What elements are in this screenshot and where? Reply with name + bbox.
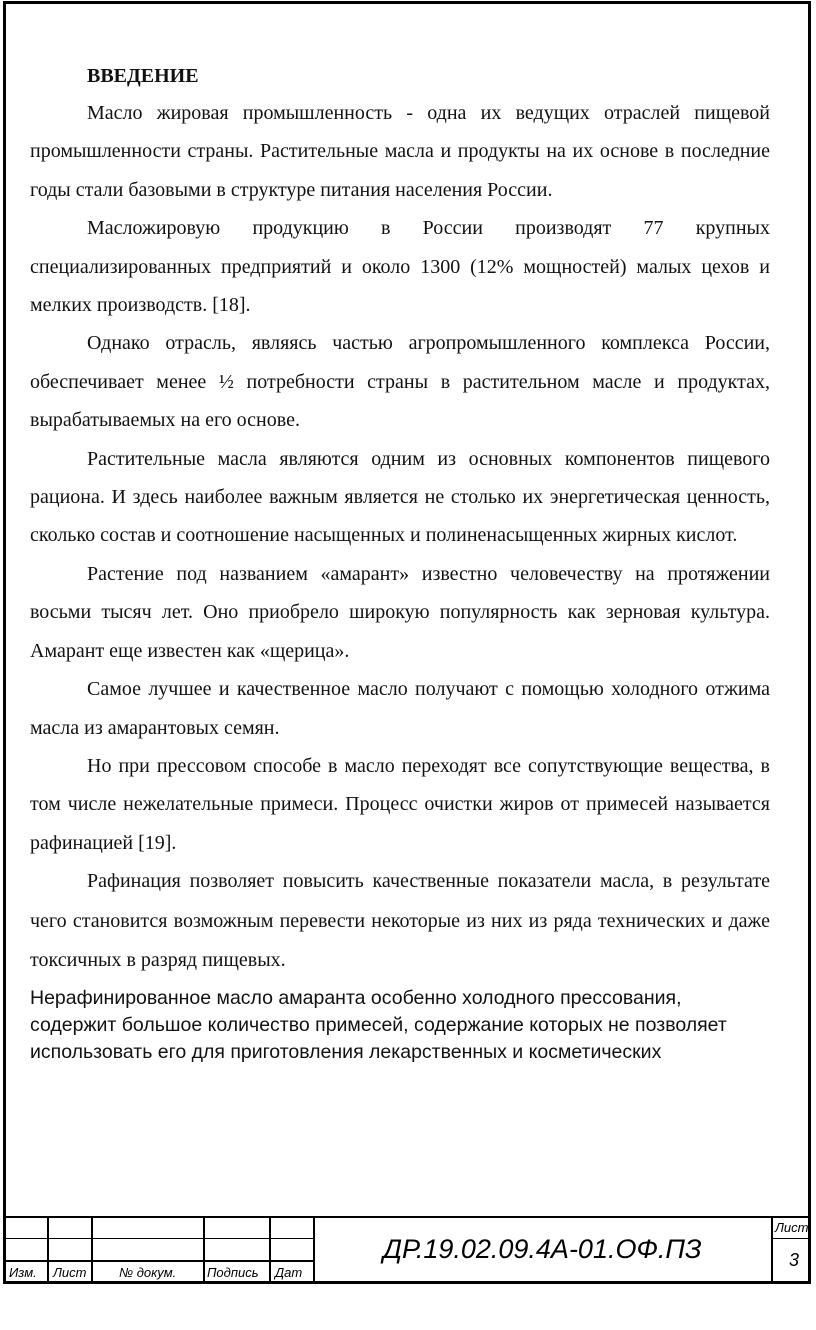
paragraph-2: Масложировую продукцию в России производят 77 крупных специализированных предприятий и около 1300 (12% мощностей) малых цехов и мелких производств. [18].: [30, 217, 770, 317]
sheet-number: 3: [789, 1250, 800, 1270]
paragraph-1: Масло жировая промышленность - одна их ведущих отраслей пищевой промышленности страны. Растительные масла и продукты на их основе в последние годы стали базовыми в структуре питания населения России.: [30, 102, 770, 201]
stamp-col-line: [269, 1216, 271, 1284]
stamp-top-line: [3, 1216, 811, 1218]
document-designation: ДР.19.02.09.4А-01.ОФ.ПЗ: [383, 1234, 702, 1264]
title-block: [3, 1216, 811, 1284]
stamp-col-line: [771, 1216, 773, 1284]
stamp-label-sign: Подпись: [207, 1265, 259, 1280]
stamp-sheet-divider: [771, 1238, 811, 1239]
stamp-row-line: [3, 1238, 313, 1239]
paragraph-6: Самое лучшее и качественное масло получают с помощью холодного отжима масла из амарантовых семян.: [30, 678, 770, 739]
paragraph-5: Растение под названием «амарант» известно человечеству на протяжении восьми тысяч лет. Оно приобрело широкую популярность как зерновая культура. Амарант еще известен как «щерица».: [30, 562, 770, 662]
stamp-label-date: Дат: [275, 1265, 303, 1280]
paragraph-9: Нерафинированное масло амаранта особенно холодного прессования, содержит большое количество примесей, содержание которых не позволяет использовать его для приготовления лекарственных и косметических: [30, 986, 727, 1063]
paragraph-8: Рафинация позволяет повысить качественные показатели масла, в результате чего становится возможным перевести некоторые из них из ряда технических и даже токсичных в разряд пищевых.: [30, 870, 770, 972]
stamp-label-izm: Изм.: [9, 1265, 37, 1280]
stamp-col-line: [47, 1216, 49, 1284]
stamp-col-line: [91, 1216, 93, 1284]
stamp-label-list: Лист: [53, 1265, 87, 1280]
document-body: [30, 58, 770, 1066]
stamp-col-line: [313, 1216, 315, 1284]
stamp-col-line: [203, 1216, 205, 1284]
stamp-row-line: [3, 1260, 313, 1262]
paragraph-7: Но при прессовом способе в масло переходят все сопутствующие вещества, в том числе нежелательные примеси. Процесс очистки жиров от примесей называется рафинацией [19].: [30, 754, 770, 854]
section-heading: ВВЕДЕНИЕ: [87, 65, 199, 87]
paragraph-3: Однако отрасль, являясь частью агропромышленного комплекса России, обеспечивает менее ½ потребности страны в растительном масле и продуктах, вырабатываемых на его основе.: [30, 332, 770, 432]
sheet-label: Лист: [775, 1220, 809, 1235]
stamp-label-doc: № докум.: [119, 1265, 177, 1280]
paragraph-4: Растительные масла являются одним из основных компонентов пищевого рациона. И здесь наиболее важным является не столько их энергетическая ценность, сколько состав и соотношение насыщенных и полиненасыщенных жирных кислот.: [30, 447, 770, 547]
